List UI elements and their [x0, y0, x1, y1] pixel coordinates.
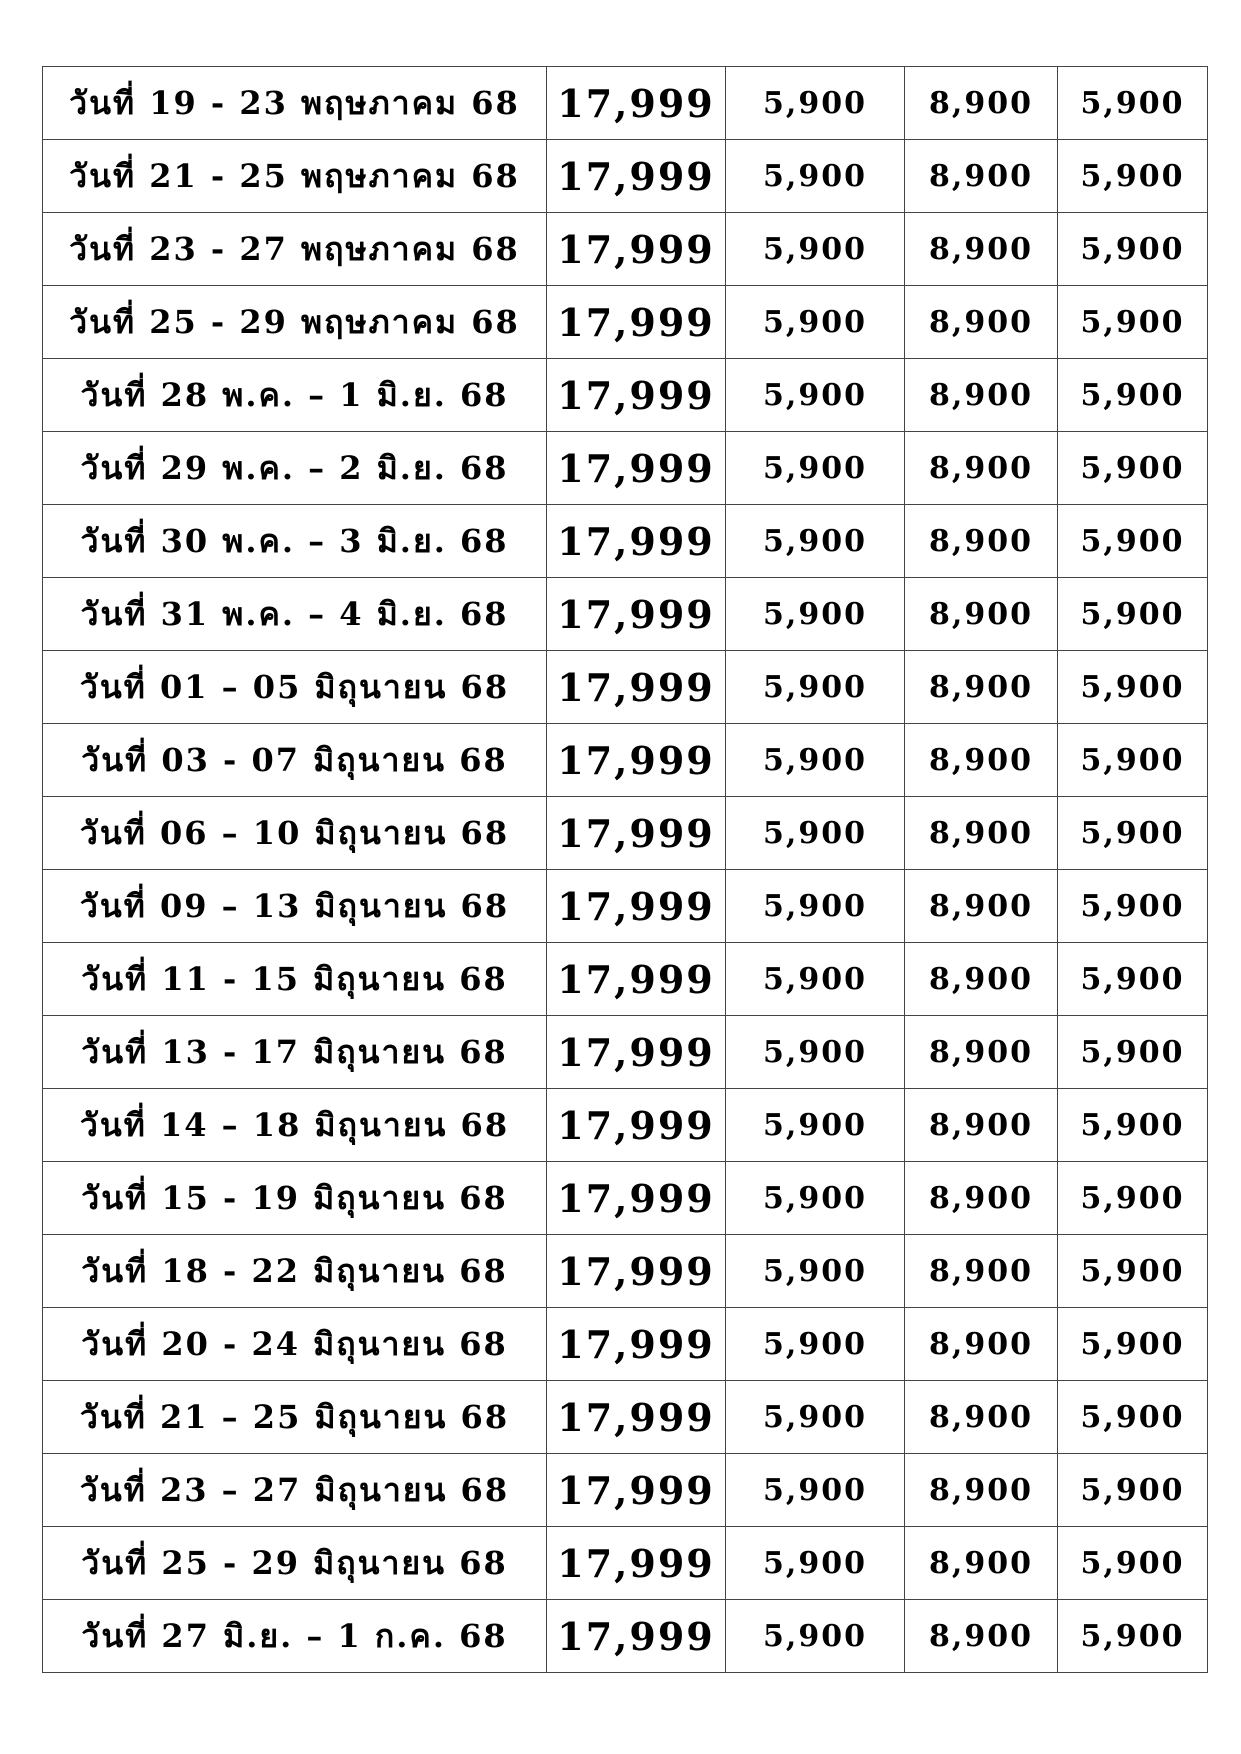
table-row	[43, 67, 1208, 140]
price-cell: 17,999	[547, 797, 726, 870]
rate-cell-3: 5,900	[726, 1527, 905, 1600]
rate-cell-5: 5,900	[1058, 432, 1208, 505]
rate-cell-4: 8,900	[905, 724, 1058, 797]
rate-cell-4: 8,900	[905, 140, 1058, 213]
departure-date-cell: วันที่ 03 - 07 มิถุนายน 68	[43, 724, 547, 797]
departure-date-cell: วันที่ 15 - 19 มิถุนายน 68	[43, 1162, 547, 1235]
rate-cell-4: 8,900	[905, 432, 1058, 505]
departure-date-cell: วันที่ 14 – 18 มิถุนายน 68	[43, 1089, 547, 1162]
departure-date-cell: วันที่ 25 - 29 พฤษภาคม 68	[43, 286, 547, 359]
price-cell: 17,999	[547, 1162, 726, 1235]
departure-date-cell: วันที่ 09 – 13 มิถุนายน 68	[43, 870, 547, 943]
rate-cell-3: 5,900	[726, 140, 905, 213]
rate-cell-3: 5,900	[726, 943, 905, 1016]
table-row	[43, 1600, 1208, 1673]
table-row	[43, 1162, 1208, 1235]
departure-date-cell: วันที่ 20 - 24 มิถุนายน 68	[43, 1308, 547, 1381]
price-cell: 17,999	[547, 1381, 726, 1454]
departure-date-cell: วันที่ 18 - 22 มิถุนายน 68	[43, 1235, 547, 1308]
rate-cell-3: 5,900	[726, 1381, 905, 1454]
rate-cell-5: 5,900	[1058, 213, 1208, 286]
table-row	[43, 1235, 1208, 1308]
rate-cell-3: 5,900	[726, 505, 905, 578]
table-row	[43, 943, 1208, 1016]
price-table-body	[43, 67, 1208, 1673]
table-row	[43, 870, 1208, 943]
departure-date-cell: วันที่ 27 มิ.ย. – 1 ก.ค. 68	[43, 1600, 547, 1673]
rate-cell-3: 5,900	[726, 797, 905, 870]
rate-cell-5: 5,900	[1058, 140, 1208, 213]
rate-cell-4: 8,900	[905, 286, 1058, 359]
rate-cell-3: 5,900	[726, 1162, 905, 1235]
rate-cell-4: 8,900	[905, 213, 1058, 286]
table-row	[43, 286, 1208, 359]
price-cell: 17,999	[547, 651, 726, 724]
rate-cell-4: 8,900	[905, 1016, 1058, 1089]
rate-cell-4: 8,900	[905, 943, 1058, 1016]
departure-date-cell: วันที่ 21 - 25 พฤษภาคม 68	[43, 140, 547, 213]
rate-cell-4: 8,900	[905, 359, 1058, 432]
departure-date-cell: วันที่ 30 พ.ค. – 3 มิ.ย. 68	[43, 505, 547, 578]
rate-cell-4: 8,900	[905, 797, 1058, 870]
rate-cell-3: 5,900	[726, 213, 905, 286]
departure-date-cell: วันที่ 23 - 27 พฤษภาคม 68	[43, 213, 547, 286]
departure-date-cell: วันที่ 19 - 23 พฤษภาคม 68	[43, 67, 547, 140]
table-row	[43, 724, 1208, 797]
table-row	[43, 578, 1208, 651]
rate-cell-5: 5,900	[1058, 1089, 1208, 1162]
price-cell: 17,999	[547, 140, 726, 213]
price-cell: 17,999	[547, 1454, 726, 1527]
rate-cell-5: 5,900	[1058, 1308, 1208, 1381]
rate-cell-3: 5,900	[726, 286, 905, 359]
departure-date-cell: วันที่ 29 พ.ค. – 2 มิ.ย. 68	[43, 432, 547, 505]
price-cell: 17,999	[547, 724, 726, 797]
table-row	[43, 1308, 1208, 1381]
table-row	[43, 140, 1208, 213]
rate-cell-5: 5,900	[1058, 797, 1208, 870]
rate-cell-3: 5,900	[726, 578, 905, 651]
price-cell: 17,999	[547, 286, 726, 359]
table-row	[43, 359, 1208, 432]
rate-cell-3: 5,900	[726, 724, 905, 797]
rate-cell-5: 5,900	[1058, 1600, 1208, 1673]
table-row	[43, 797, 1208, 870]
rate-cell-3: 5,900	[726, 1235, 905, 1308]
price-cell: 17,999	[547, 1527, 726, 1600]
rate-cell-5: 5,900	[1058, 724, 1208, 797]
rate-cell-5: 5,900	[1058, 1527, 1208, 1600]
departure-date-cell: วันที่ 11 - 15 มิถุนายน 68	[43, 943, 547, 1016]
price-cell: 17,999	[547, 1235, 726, 1308]
rate-cell-3: 5,900	[726, 1308, 905, 1381]
table-row	[43, 505, 1208, 578]
rate-cell-5: 5,900	[1058, 1016, 1208, 1089]
rate-cell-4: 8,900	[905, 578, 1058, 651]
rate-cell-4: 8,900	[905, 651, 1058, 724]
rate-cell-3: 5,900	[726, 1016, 905, 1089]
rate-cell-3: 5,900	[726, 432, 905, 505]
price-cell: 17,999	[547, 943, 726, 1016]
price-table	[42, 66, 1208, 1673]
rate-cell-4: 8,900	[905, 1089, 1058, 1162]
rate-cell-4: 8,900	[905, 870, 1058, 943]
rate-cell-5: 5,900	[1058, 870, 1208, 943]
table-row	[43, 651, 1208, 724]
rate-cell-5: 5,900	[1058, 1381, 1208, 1454]
rate-cell-4: 8,900	[905, 505, 1058, 578]
price-cell: 17,999	[547, 1600, 726, 1673]
price-cell: 17,999	[547, 1089, 726, 1162]
departure-date-cell: วันที่ 01 – 05 มิถุนายน 68	[43, 651, 547, 724]
rate-cell-4: 8,900	[905, 1381, 1058, 1454]
price-cell: 17,999	[547, 213, 726, 286]
rate-cell-5: 5,900	[1058, 286, 1208, 359]
departure-date-cell: วันที่ 13 - 17 มิถุนายน 68	[43, 1016, 547, 1089]
rate-cell-4: 8,900	[905, 1527, 1058, 1600]
rate-cell-5: 5,900	[1058, 943, 1208, 1016]
price-cell: 17,999	[547, 67, 726, 140]
table-row	[43, 213, 1208, 286]
table-row	[43, 1527, 1208, 1600]
price-cell: 17,999	[547, 870, 726, 943]
rate-cell-5: 5,900	[1058, 1235, 1208, 1308]
rate-cell-5: 5,900	[1058, 67, 1208, 140]
table-row	[43, 1016, 1208, 1089]
rate-cell-3: 5,900	[726, 359, 905, 432]
rate-cell-5: 5,900	[1058, 1162, 1208, 1235]
price-cell: 17,999	[547, 505, 726, 578]
rate-cell-4: 8,900	[905, 1454, 1058, 1527]
departure-date-cell: วันที่ 25 - 29 มิถุนายน 68	[43, 1527, 547, 1600]
rate-cell-4: 8,900	[905, 1308, 1058, 1381]
price-cell: 17,999	[547, 1308, 726, 1381]
rate-cell-3: 5,900	[726, 67, 905, 140]
table-row	[43, 1381, 1208, 1454]
departure-date-cell: วันที่ 28 พ.ค. – 1 มิ.ย. 68	[43, 359, 547, 432]
departure-date-cell: วันที่ 21 – 25 มิถุนายน 68	[43, 1381, 547, 1454]
rate-cell-5: 5,900	[1058, 578, 1208, 651]
rate-cell-4: 8,900	[905, 67, 1058, 140]
rate-cell-5: 5,900	[1058, 651, 1208, 724]
price-cell: 17,999	[547, 359, 726, 432]
departure-date-cell: วันที่ 06 – 10 มิถุนายน 68	[43, 797, 547, 870]
price-cell: 17,999	[547, 1016, 726, 1089]
departure-date-cell: วันที่ 23 – 27 มิถุนายน 68	[43, 1454, 547, 1527]
price-cell: 17,999	[547, 432, 726, 505]
departure-date-cell: วันที่ 31 พ.ค. – 4 มิ.ย. 68	[43, 578, 547, 651]
rate-cell-4: 8,900	[905, 1162, 1058, 1235]
rate-cell-3: 5,900	[726, 870, 905, 943]
rate-cell-3: 5,900	[726, 1454, 905, 1527]
rate-cell-3: 5,900	[726, 651, 905, 724]
rate-cell-5: 5,900	[1058, 359, 1208, 432]
rate-cell-3: 5,900	[726, 1089, 905, 1162]
rate-cell-5: 5,900	[1058, 505, 1208, 578]
rate-cell-3: 5,900	[726, 1600, 905, 1673]
table-row	[43, 1089, 1208, 1162]
rate-cell-5: 5,900	[1058, 1454, 1208, 1527]
price-cell: 17,999	[547, 578, 726, 651]
rate-cell-4: 8,900	[905, 1235, 1058, 1308]
rate-cell-4: 8,900	[905, 1600, 1058, 1673]
table-row	[43, 1454, 1208, 1527]
table-row	[43, 432, 1208, 505]
